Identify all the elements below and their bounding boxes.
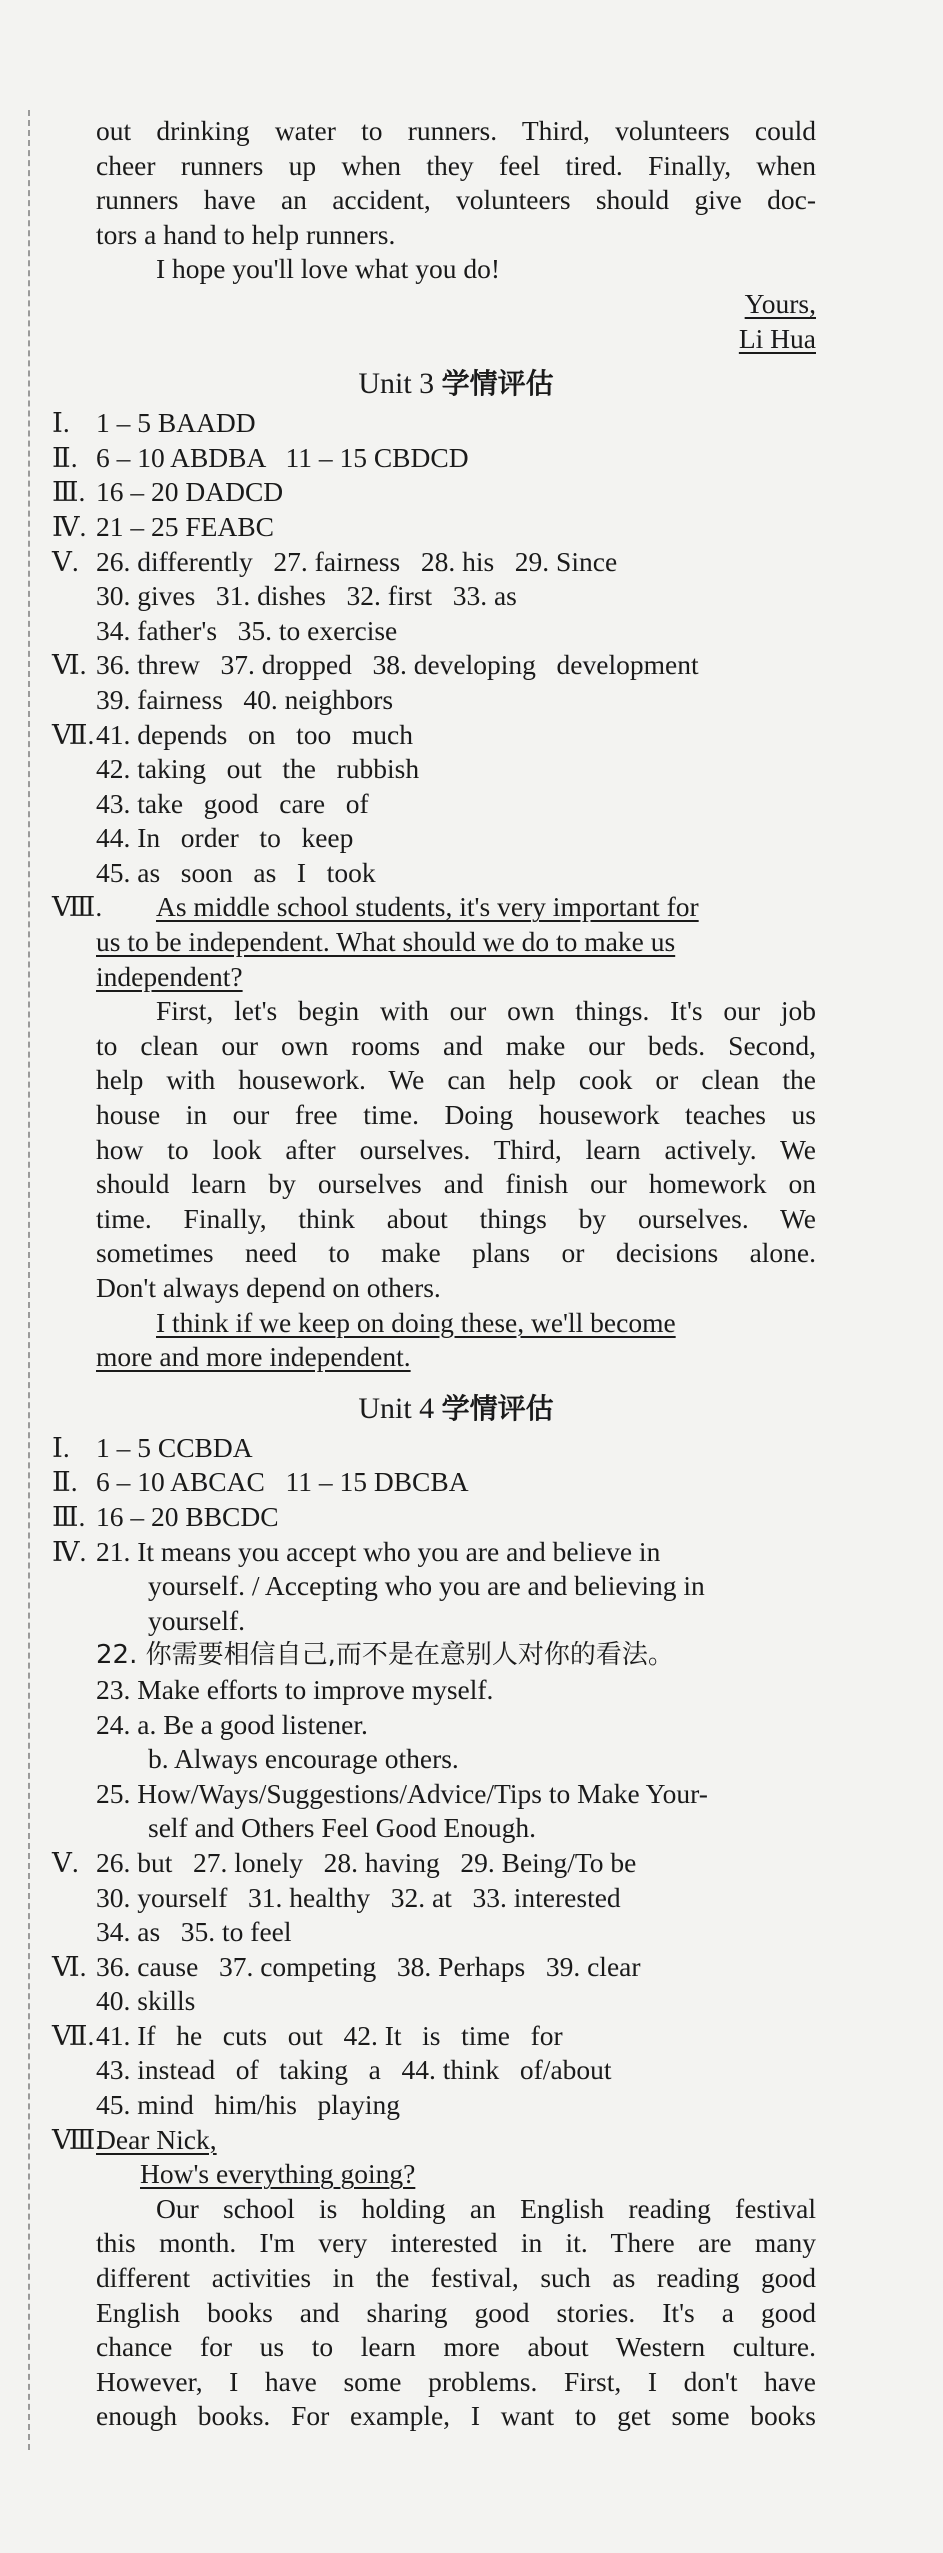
unit3-section-2 (52, 441, 816, 476)
unit4-section-5 (52, 1846, 816, 1881)
closing-line: I hope you'll love what you do! (156, 253, 501, 285)
unit3-title-cn: 学情评估 (441, 367, 554, 401)
letter-greeting-line (96, 2157, 816, 2192)
answer-line-cn: 22. 你需要相信自己,而不是在意别人对你的看法。 (96, 1640, 674, 1671)
essay-body-line: Don't always depend on others. (96, 1272, 441, 1303)
answer-text: 21. It means you accept who you are and believe in (96, 1535, 661, 1567)
section-numeral: Ⅴ. (52, 1846, 79, 1878)
intro-line: tors a hand to help runners. (96, 218, 396, 250)
unit4-section-7 (52, 2019, 816, 2054)
sign-yours: Yours, (744, 287, 816, 319)
answer-line: 34. father's 35. to exercise (96, 614, 398, 646)
answer-line: 44. In order to keep (96, 822, 354, 854)
answer-line: 43. take good care of (96, 787, 369, 819)
unit3-section-4 (52, 510, 816, 545)
answer-text: 1 – 5 BAADD (96, 407, 256, 439)
answer-line: b. Always encourage others. (148, 1743, 459, 1775)
answer-text: 26. differently 27. fairness 28. his 29. Since (96, 545, 618, 577)
answer-text: 41. depends on too much (96, 718, 413, 750)
section-numeral: Ⅳ. (52, 1535, 87, 1567)
section-numeral: Ⅲ. (52, 476, 86, 508)
unit3-section-3 (52, 475, 816, 510)
letter-body-line: enough books. For example, I want to get some books (96, 2400, 816, 2432)
letter-body-line: chance for us to learn more about Western culture. (96, 2331, 816, 2363)
essay-text: I think if we keep on doing these, we'll become (156, 1306, 676, 1338)
section-numeral: Ⅱ. (52, 441, 78, 473)
unit4-title-cn: 学情评估 (441, 1391, 554, 1425)
unit3-section-8 (52, 890, 816, 925)
answer-line: 43. instead of taking a 44. think of/about (96, 2054, 612, 2086)
answer-line: 34. as 35. to feel (96, 1916, 292, 1948)
section-numeral: Ⅰ. (52, 407, 70, 439)
signature-name (96, 322, 816, 357)
unit3-heading (96, 362, 816, 406)
answer-line: 45. mind him/his playing (96, 2089, 401, 2121)
unit3-section-6 (52, 648, 816, 683)
section-numeral: Ⅵ. (52, 649, 87, 681)
answer-line: 24. a. Be a good listener. (96, 1708, 368, 1740)
letter-body-line: However, I have some problems. First, I don't have (96, 2365, 816, 2397)
answer-line: 23. Make efforts to improve myself. (96, 1673, 494, 1705)
answer-text: 41. If he cuts out 42. It is time for (96, 2019, 563, 2051)
answer-line: 40. skills (96, 1985, 196, 2017)
unit4-section-8 (52, 2123, 816, 2158)
essay-body-line: should learn by ourselves and finish our homework on (96, 1168, 816, 1200)
section-numeral: Ⅶ. (52, 2019, 95, 2051)
answer-line: yourself. / Accepting who you are and believing in (148, 1570, 705, 1602)
intro-line: cheer runners up when they feel tired. Finally, when (96, 149, 816, 181)
essay-opening: As middle school students, it's very important for (156, 891, 699, 923)
essay-body-line: sometimes need to make plans or decisions alone. (96, 1237, 816, 1269)
essay-body-line: time. Finally, think about things by ourselves. We (96, 1202, 816, 1234)
answer-text: 1 – 5 CCBDA (96, 1431, 253, 1463)
intro-line: runners have an accident, volunteers should give doc- (96, 184, 816, 216)
unit4-section-1 (52, 1431, 816, 1466)
essay-text: us to be independent. What should we do to make us (96, 926, 676, 958)
answer-line: 25. How/Ways/Suggestions/Advice/Tips to Make Your- (96, 1777, 708, 1809)
unit3-section-5 (52, 545, 816, 580)
letter-body-line: Our school is holding an English reading festival (156, 2192, 816, 2224)
unit4-section-4 (52, 1535, 816, 1570)
unit3-title-en: Unit 3 (358, 367, 435, 401)
answer-text: 21 – 25 FEABC (96, 510, 275, 542)
answer-line: 39. fairness 40. neighbors (96, 683, 394, 715)
unit4-section-2 (52, 1465, 816, 1500)
essay-opening-line (96, 960, 816, 995)
intro-line: out drinking water to runners. Third, volunteers could (96, 115, 816, 146)
essay-text: independent? (96, 960, 243, 992)
section-numeral: Ⅳ. (52, 510, 87, 542)
letter-body-line: different activities in the festival, such as reading good (96, 2262, 816, 2294)
answer-line: 42. taking out the rubbish (96, 753, 420, 785)
unit3-section-1 (52, 406, 816, 441)
essay-body-line: to clean our own rooms and make our beds. Second, (96, 1029, 816, 1061)
letter-body-line: this month. I'm very interested in it. There are many (96, 2227, 816, 2259)
essay-body-line: help with housework. We can help cook or clean the (96, 1064, 816, 1096)
section-numeral: Ⅲ. (52, 1500, 86, 1532)
answer-text: 16 – 20 BBCDC (96, 1500, 279, 1532)
section-numeral: Ⅶ. (52, 718, 95, 750)
essay-opening-line (96, 925, 816, 960)
answer-text: 6 – 10 ABCAC 11 – 15 DBCBA (96, 1466, 469, 1498)
section-numeral: Ⅷ. (52, 891, 103, 923)
section-numeral: Ⅱ. (52, 1466, 78, 1498)
answer-text: 16 – 20 DADCD (96, 476, 284, 508)
letter-body-line: English books and sharing good stories. It's a good (96, 2296, 816, 2328)
essay-body-line: house in our free time. Doing housework teaches us (96, 1099, 816, 1131)
binding-margin-line (28, 110, 30, 2450)
answer-text: 36. cause 37. competing 38. Perhaps 39. clear (96, 1950, 641, 1982)
answer-line: 45. as soon as I took (96, 856, 376, 888)
essay-body-line: how to look after ourselves. Third, learn actively. We (96, 1133, 816, 1165)
unit4-heading (96, 1387, 816, 1431)
essay-conclusion-line (96, 1306, 816, 1341)
section-numeral: Ⅰ. (52, 1431, 70, 1463)
letter-greeting: How's everything going? (140, 2158, 416, 2190)
section-numeral: Ⅵ. (52, 1950, 87, 1982)
unit4-title-en: Unit 4 (358, 1391, 435, 1425)
unit4-section-6 (52, 1950, 816, 1985)
answer-content (52, 114, 816, 2434)
unit4-section-3 (52, 1500, 816, 1535)
unit3-section-7 (52, 718, 816, 753)
answer-text: 6 – 10 ABDBA 11 – 15 CBDCD (96, 441, 469, 473)
section-numeral: Ⅴ. (52, 545, 79, 577)
section-numeral: Ⅷ. (52, 2123, 103, 2155)
answer-line: yourself. (148, 1604, 245, 1636)
answer-text: 26. but 27. lonely 28. having 29. Being/To be (96, 1846, 637, 1878)
answer-line: self and Others Feel Good Enough. (148, 1812, 536, 1844)
answer-text: 36. threw 37. dropped 38. developing development (96, 649, 699, 681)
answer-line: 30. yourself 31. healthy 32. at 33. interested (96, 1881, 621, 1913)
letter-salutation: Dear Nick, (96, 2123, 217, 2155)
signature-yours (96, 287, 816, 322)
essay-conclusion-line (96, 1340, 816, 1375)
essay-text: more and more independent. (96, 1341, 411, 1373)
answer-line: 30. gives 31. dishes 32. first 33. as (96, 580, 517, 612)
essay-body-line: First, let's begin with our own things. It's our job (156, 995, 816, 1027)
sign-name: Li Hua (738, 322, 816, 354)
